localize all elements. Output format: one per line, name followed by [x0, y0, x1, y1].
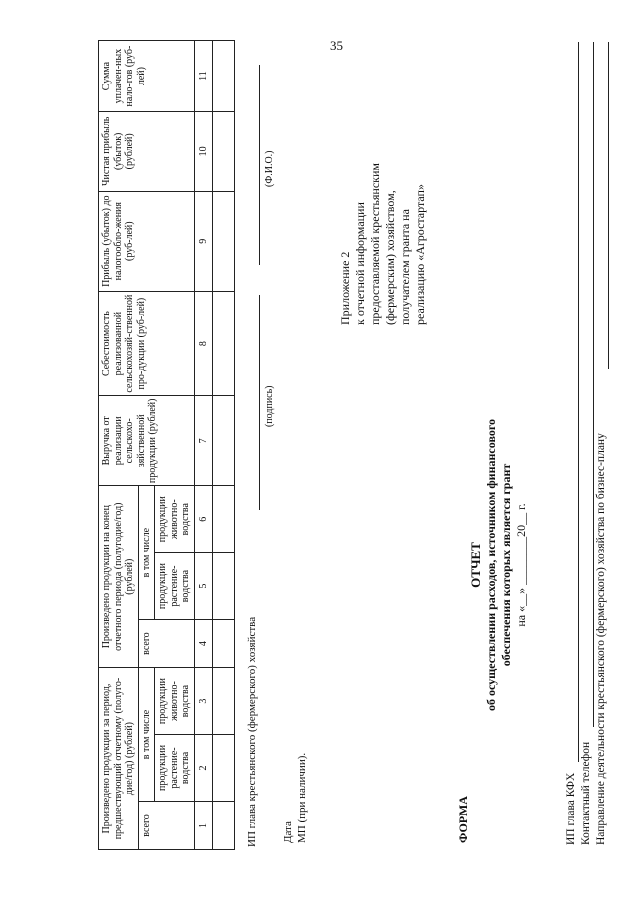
empty-cell[interactable] [213, 668, 235, 735]
phone-label: Контактный телефон [580, 741, 592, 845]
empty-cell[interactable] [213, 291, 235, 396]
col-number: 6 [194, 486, 213, 553]
col-number: 9 [194, 191, 213, 291]
col-number: 8 [194, 291, 213, 396]
forma-label: ФОРМА [456, 796, 470, 843]
col-number: 4 [194, 620, 213, 668]
empty-cell[interactable] [213, 112, 235, 191]
name-caption: (Ф.И.О.) [264, 150, 275, 187]
col-number: 7 [194, 396, 213, 486]
empty-cell[interactable] [213, 486, 235, 553]
header-profit: Прибыль (убыток) до налогообло-жения (руб-лей) [99, 191, 195, 291]
header-end-animal: продукции животно-водства [155, 486, 195, 553]
column-numbers-row [194, 41, 213, 850]
header-end-including: в том числе [138, 486, 155, 620]
col-number: 2 [194, 735, 213, 802]
empty-cell[interactable] [213, 553, 235, 620]
name-line[interactable] [259, 65, 260, 265]
report-date-line[interactable]: на «__» ________20__ г. [514, 503, 529, 627]
empty-cell[interactable] [213, 620, 235, 668]
header-prev-including: в том числе [138, 668, 155, 802]
header-revenue: Выручка от реализации сельскохо-зяйственной продукции (рублей) [99, 396, 195, 486]
appendix-line: предоставляемой крестьянским [368, 162, 382, 325]
col-number: 11 [194, 41, 213, 112]
empty-cell[interactable] [213, 735, 235, 802]
header-taxes: Сумма уплачен-ных нало-гов (руб-лей) [99, 41, 195, 112]
col-number: 5 [194, 553, 213, 620]
header-prev-crop: продукции растение-водства [155, 735, 195, 802]
report-subtitle-1: об осуществлении расходов, источником финансового [484, 419, 499, 711]
head-kfh-line[interactable] [578, 42, 579, 762]
col-number: 3 [194, 668, 213, 735]
appendix-line: получателем гранта на [398, 209, 412, 325]
mp-label: МП (при наличии). [296, 752, 308, 843]
head-kfh-label: ИП глава КФХ [565, 772, 577, 845]
empty-data-row [213, 41, 235, 850]
empty-cell[interactable] [213, 41, 235, 112]
direction-line[interactable] [608, 42, 609, 369]
header-prev-period: Произведено продукции за период, предшествующий отчетному (полуго-дие/год) (рублей) [99, 668, 139, 850]
header-net-profit: Чистая прибыль (убыток) (рублей) [99, 112, 195, 191]
header-prev-total: всего [138, 801, 194, 849]
header-prev-animal: продукции животно-водства [155, 668, 195, 735]
header-end-crop: продукции растение-водства [155, 553, 195, 620]
report-title: ОТЧЕТ [468, 542, 483, 588]
signature-line[interactable] [259, 295, 260, 510]
page-number: 35 [330, 38, 343, 53]
header-end-total: всего [138, 620, 194, 668]
header-cost: Себестоимость реализованной сельскохозяй-ственной про-дукции (руб-лей) [99, 291, 195, 396]
direction-label: Направление деятельности крестьянского (фермерского) хозяйства по бизнес-плану [595, 433, 607, 845]
report-title-block [468, 335, 529, 795]
header-end-period: Произведено продукции на конец отчетного периода (полугодие/год) (рублей) [99, 486, 139, 668]
phone-line[interactable] [593, 42, 594, 727]
signature-caption: (подпись) [264, 385, 275, 427]
col-number: 10 [194, 112, 213, 191]
appendix-block [338, 115, 428, 325]
empty-cell[interactable] [213, 191, 235, 291]
appendix-line: (фермерским) хозяйством, [383, 190, 397, 325]
empty-cell[interactable] [213, 801, 235, 849]
appendix-line: реализацию «Агростартап» [413, 184, 427, 325]
col-number: 1 [194, 801, 213, 849]
empty-cell[interactable] [213, 396, 235, 486]
appendix-line: к отчетной информации [353, 202, 367, 325]
date-label: Дата [282, 821, 294, 843]
report-subtitle-2: обеспечения которых является грант [499, 463, 514, 667]
appendix-title: Приложение 2 [338, 251, 352, 325]
head-label: ИП глава крестьянского (фермерского) хозяйства [246, 616, 258, 847]
report-table [98, 40, 235, 850]
